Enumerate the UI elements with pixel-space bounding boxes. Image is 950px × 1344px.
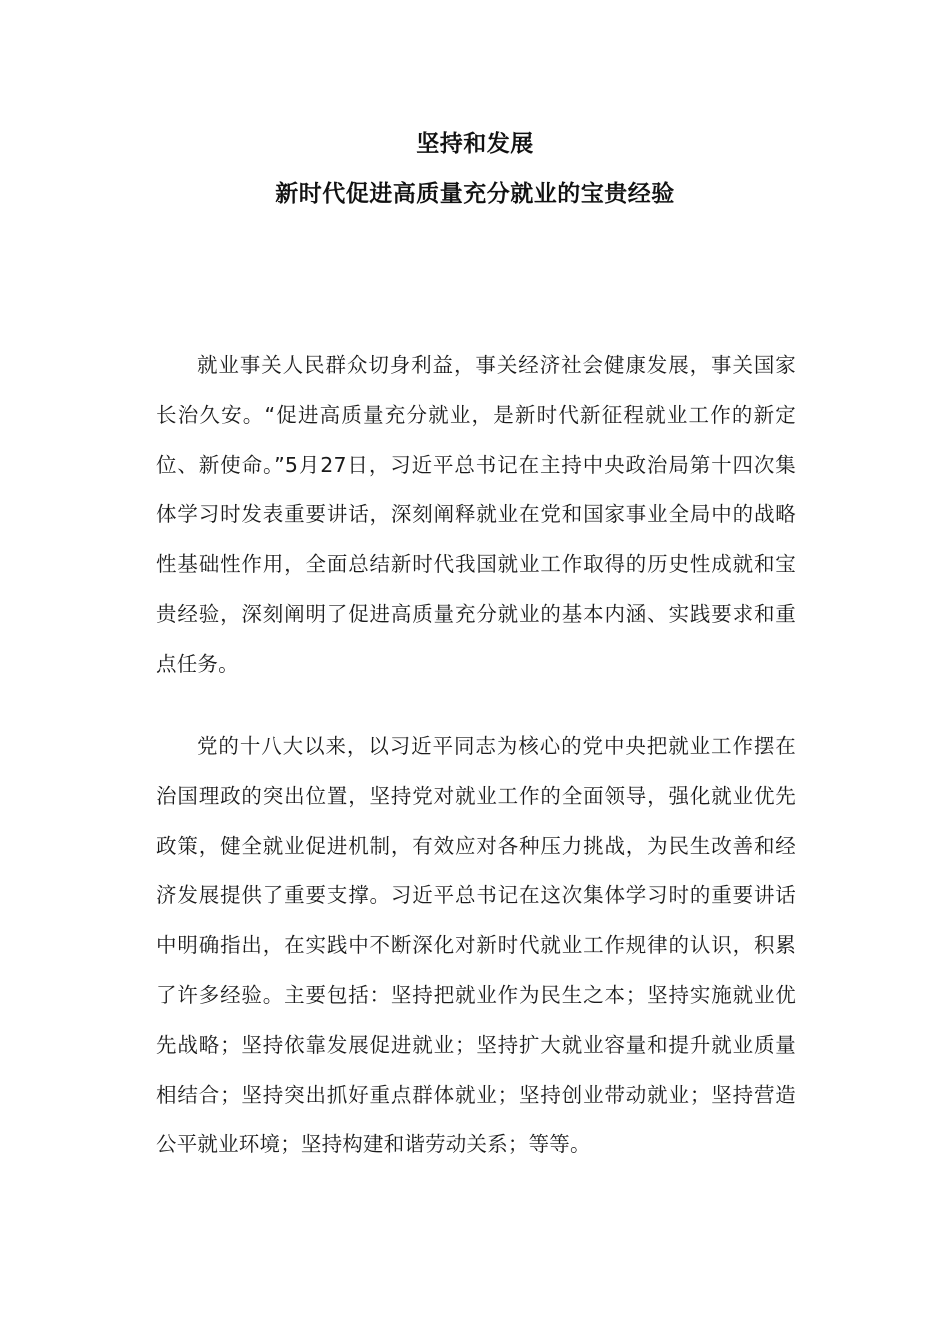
title-line-2: 新时代促进高质量充分就业的宝贵经验 [275, 181, 675, 207]
title-line-1: 坚持和发展 [416, 131, 534, 157]
body-paragraph-1: 就业事关人民群众切身利益，事关经济社会健康发展，事关国家长治久安。“促进高质量充分就业，是新时代新征程就业工作的新定位、新使命。”5月27日，习近平总书记在主持中央政治局第十四次集体学习时发表重要讲话，深刻阐释就业在党和国家事业全局中的战略性基础性作用，全面总结新时代我国就业工作取得的历史性成就和宝贵经验，深刻阐明了促进高质量充分就业的基本内涵、实践要求和重点任务。 [156, 353, 796, 676]
body-paragraph-2: 党的十八大以来，以习近平同志为核心的党中央把就业工作摆在治国理政的突出位置，坚持党对就业工作的全面领导，强化就业优先政策，健全就业促进机制，有效应对各种压力挑战，为民生改善和经济发展提供了重要支撑。习近平总书记在这次集体学习时的重要讲话中明确指出，在实践中不断深化对新时代就业工作规律的认识，积累了许多经验。主要包括：坚持把就业作为民生之本；坚持实施就业优先战略；坚持依靠发展促进就业；坚持扩大就业容量和提升就业质量相结合；坚持突出抓好重点群体就业；坚持创业带动就业；坚持营造公平就业环境；坚持构建和谐劳动关系；等等。 [156, 734, 796, 1157]
document-title [0, 132, 950, 207]
